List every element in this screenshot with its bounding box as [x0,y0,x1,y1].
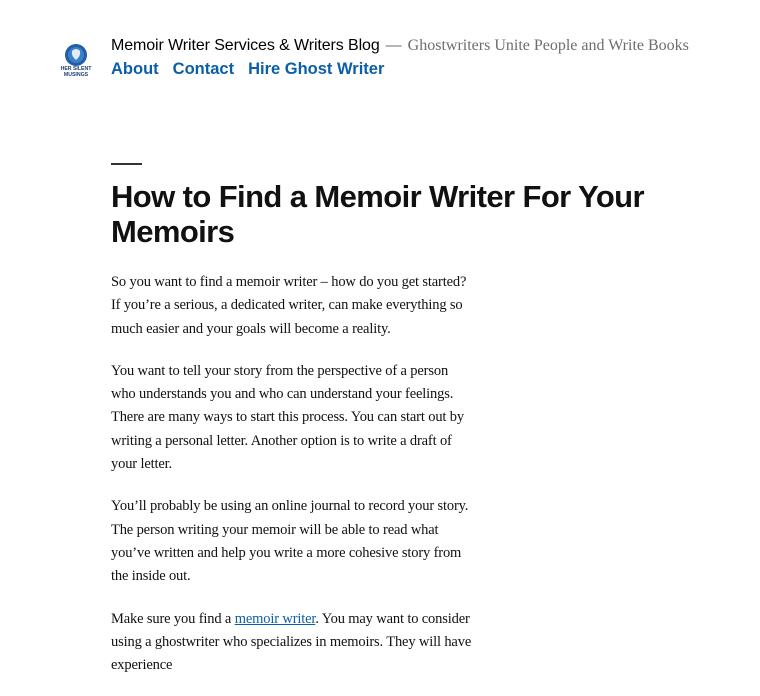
memoir-writer-link[interactable]: memoir writer [234,610,316,627]
article-paragraph-with-link [111,608,476,678]
site-branding [111,37,689,55]
logo-text-line1: HER SILENT [60,66,92,72]
title-divider [111,163,142,165]
nav-item-hire-ghost-writer[interactable]: Hire Ghost Writer [248,60,385,78]
article-title: How to Find a Memoir Writer For Your Memoirs [111,179,644,249]
article-paragraph: You want to tell your story from the perspective of a person who understands you and who can understand your feelings. There are many ways to start this process. You can start out by writing a personal letter. Another option is to write a draft of your letter. [111,362,464,473]
paragraph-text: . You may want to consider using a ghostwriter who specializes in memoirs. They will have experience [111,610,472,674]
logo-text-line2: MUSINGS [63,72,89,78]
site-logo[interactable] [57,41,95,79]
paragraph-text: Make sure you find a [111,610,235,627]
site-header [0,0,760,110]
title-separator: — [385,37,402,54]
logo-emblem-icon [57,41,95,79]
article-content [111,271,476,677]
nav-item-contact[interactable]: Contact [172,60,235,78]
site-title-link[interactable]: Memoir Writer Services & Writers Blog [111,37,380,54]
site-tagline: Ghostwriters Unite People and Write Books [407,37,689,54]
article [111,150,731,696]
nav-item-about[interactable]: About [111,60,159,78]
article-paragraph: You’ll probably be using an online journal to record your story. The person writing your memoir will be able to read what you’ve written and help you write a more cohesive story from the inside out. [111,498,469,585]
article-paragraph: So you want to find a memoir writer – how do you get started? If you’re a serious, a dedicated writer, can make everything so much easier and your goals will become a reality. [111,274,467,337]
main-navigation [111,60,394,79]
